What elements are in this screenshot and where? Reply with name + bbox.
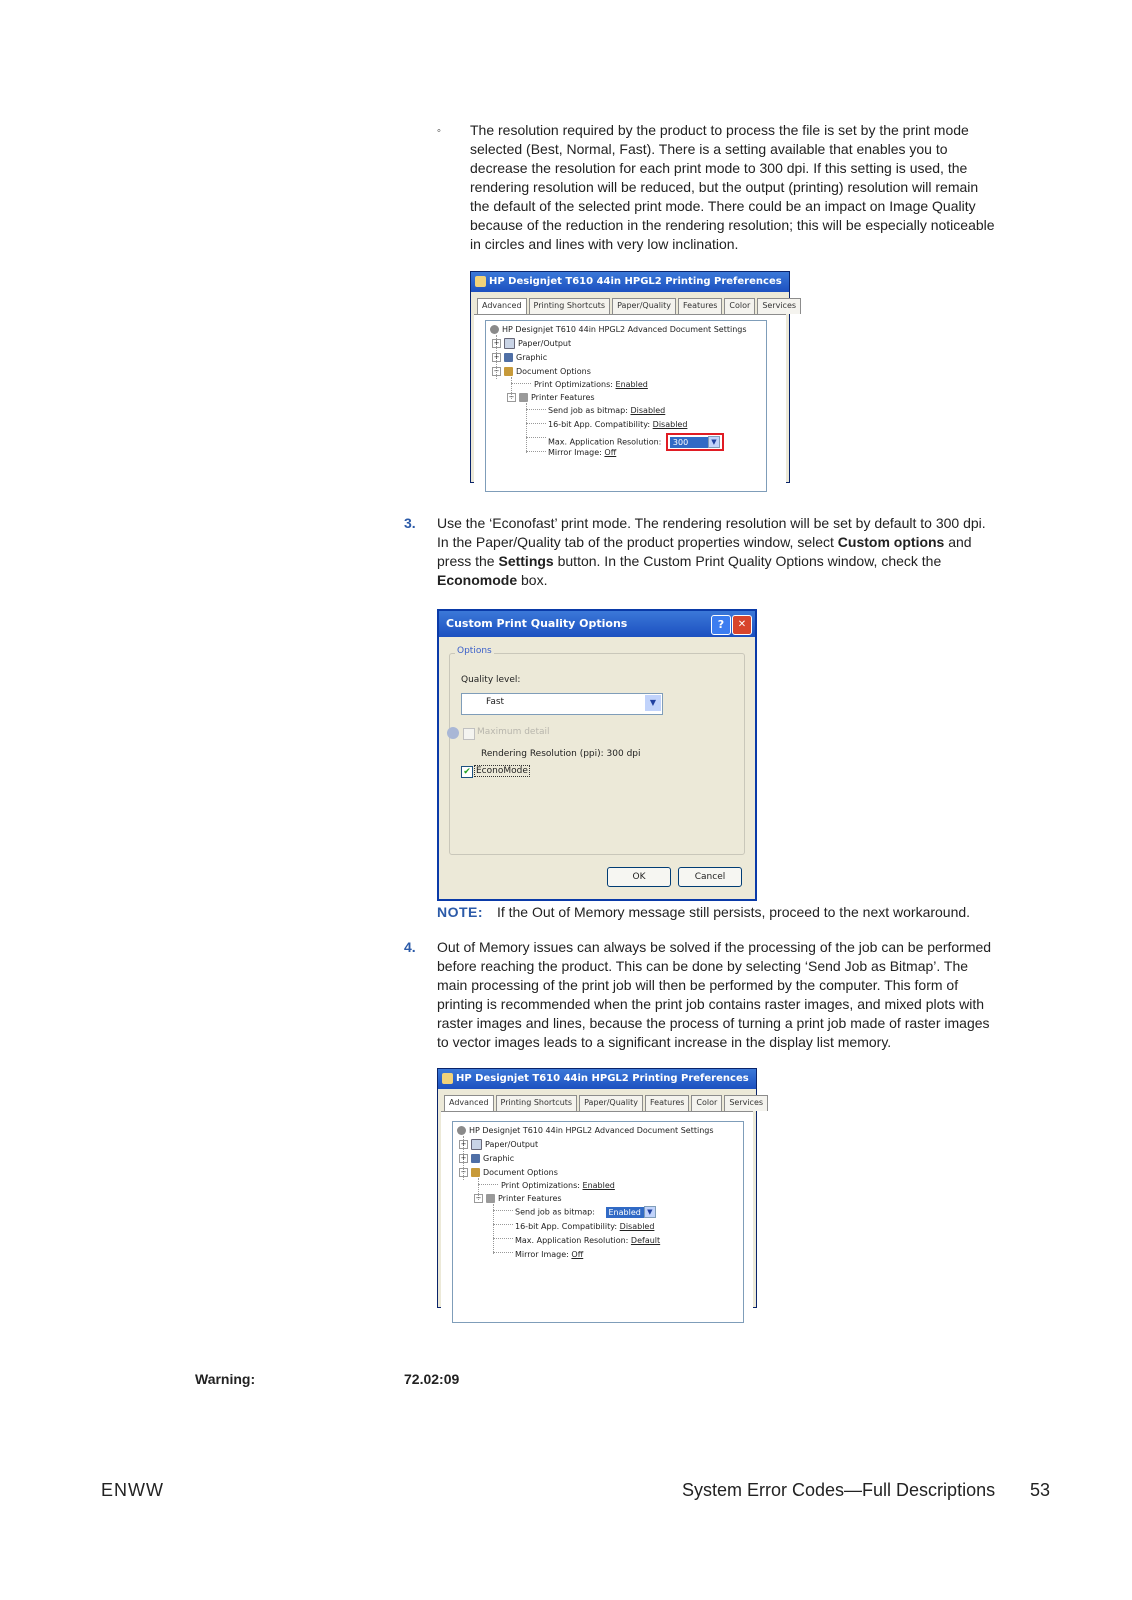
- tab-services[interactable]: Services: [757, 298, 801, 314]
- expand-icon[interactable]: +: [460, 1154, 467, 1162]
- info-arrow-icon: [447, 727, 459, 739]
- economode-checkbox[interactable]: ✔: [461, 766, 473, 778]
- bullet-line: decrease the resolution for each print mode to 300 dpi. If this setting is used, the: [470, 160, 968, 176]
- window-titlebar: [471, 272, 789, 292]
- custom-print-quality-dialog: [437, 609, 757, 901]
- tab-advanced[interactable]: Advanced: [444, 1095, 494, 1111]
- collapse-icon[interactable]: −: [508, 393, 515, 401]
- tree-item-print-optimizations[interactable]: Print Optimizations: Enabled: [501, 1181, 615, 1190]
- step-4-number: 4.: [404, 939, 416, 955]
- tab-color[interactable]: Color: [691, 1095, 722, 1111]
- printer-features-icon: [519, 393, 528, 402]
- step-3-text: [437, 514, 1037, 590]
- chevron-down-icon[interactable]: ▼: [708, 436, 720, 448]
- expand-icon[interactable]: +: [493, 353, 500, 361]
- settings-gear-icon: [490, 325, 499, 334]
- tab-bar: [444, 1095, 770, 1111]
- tab-services[interactable]: Services: [724, 1095, 768, 1111]
- step-3-number: 3.: [404, 515, 416, 531]
- tab-advanced[interactable]: Advanced: [477, 298, 527, 314]
- printing-preferences-window-2: [437, 1068, 764, 1308]
- printer-app-icon: [475, 276, 486, 287]
- page-number: 53: [1030, 1480, 1051, 1500]
- tree-item-printer-features[interactable]: − Printer Features: [475, 1194, 562, 1203]
- step-4-line: printing is recommended when the print job contains raster images, and mixed plots with: [437, 996, 985, 1012]
- tree-item-printer-features[interactable]: − Printer Features: [508, 393, 595, 402]
- window-title: HP Designjet T610 44in HPGL2 Printing Preferences: [489, 276, 782, 287]
- note: [437, 903, 1037, 922]
- step-3-line: press the Settings button. In the Custom Print Quality Options window, check the: [437, 553, 942, 569]
- step-4-line: to vector images leads to a significant increase in the display list memory.: [437, 1034, 892, 1050]
- tree-item-16bit-compat[interactable]: 16-bit App. Compatibility: Disabled: [548, 420, 688, 429]
- help-button[interactable]: ?: [711, 615, 731, 635]
- document-options-icon: [504, 367, 513, 376]
- rendering-resolution-text: Rendering Resolution (ppi): 300 dpi: [481, 749, 641, 759]
- tree-item-mirror-image[interactable]: Mirror Image: Off: [515, 1250, 584, 1259]
- tree-item-print-optimizations[interactable]: Print Optimizations: Enabled: [534, 380, 648, 389]
- footer-section-title: System Error Codes—Full Descriptions: [682, 1480, 996, 1500]
- printer-features-icon: [486, 1194, 495, 1203]
- tab-printing-shortcuts[interactable]: Printing Shortcuts: [529, 298, 611, 314]
- tree-item-paper-output[interactable]: + Paper/Output: [460, 1140, 539, 1149]
- close-icon[interactable]: ✕: [732, 615, 752, 635]
- printer-app-icon: [442, 1073, 453, 1084]
- collapse-icon[interactable]: −: [493, 367, 500, 375]
- tree-item-document-options[interactable]: − Document Options: [460, 1168, 558, 1177]
- warning-code: 72.02:09: [404, 1371, 460, 1387]
- tab-printing-shortcuts[interactable]: Printing Shortcuts: [496, 1095, 578, 1111]
- tree-root[interactable]: HP Designjet T610 44in HPGL2 Advanced Document Settings: [457, 1125, 714, 1136]
- step-4-text: [437, 938, 1037, 1052]
- step-4-line: raster images and lines, because the process of turning a print job made of raster images: [437, 1015, 990, 1031]
- tree-root[interactable]: HP Designjet T610 44in HPGL2 Advanced Document Settings: [490, 324, 747, 335]
- send-bitmap-select[interactable]: Enabled: [606, 1207, 644, 1218]
- note-label: NOTE:: [437, 904, 484, 920]
- max-resolution-select[interactable]: 300: [670, 437, 708, 448]
- collapse-icon[interactable]: −: [475, 1194, 482, 1202]
- quality-level-select[interactable]: Fast ▼: [461, 693, 663, 715]
- tree-item-document-options[interactable]: − Document Options: [493, 367, 591, 376]
- dialog-titlebar: [439, 611, 755, 637]
- chevron-down-icon[interactable]: ▼: [644, 1206, 656, 1218]
- step-4-line: Out of Memory issues can always be solved if the processing of the job can be performed: [437, 939, 992, 955]
- tree-item-send-job-bitmap[interactable]: Send job as bitmap: Enabled ▼: [515, 1206, 656, 1218]
- tree-item-max-resolution[interactable]: Max. Application Resolution: Default: [515, 1236, 661, 1245]
- expand-icon[interactable]: +: [493, 339, 500, 347]
- bullet-line: because of the reduction in the rendering resolution; this will be especially noticeable: [470, 217, 995, 233]
- expand-icon[interactable]: +: [460, 1140, 467, 1148]
- step-3-line: Economode box.: [437, 572, 548, 588]
- tree-item-16bit-compat[interactable]: 16-bit App. Compatibility: Disabled: [515, 1222, 655, 1231]
- tree-item-mirror-image[interactable]: Mirror Image: Off: [548, 448, 617, 457]
- paper-icon: [471, 1139, 482, 1150]
- document-options-icon: [471, 1168, 480, 1177]
- step-4-line: before reaching the product. This can be done by selecting ‘Send Job as Bitmap’. The: [437, 958, 969, 974]
- step-3-line: Use the ‘Econofast’ print mode. The rendering resolution will be set by default to 300 dpi.: [437, 515, 986, 531]
- tree-item-paper-output[interactable]: + Paper/Output: [493, 339, 572, 348]
- graphic-icon: [504, 353, 513, 362]
- bullet-marker: ◦: [437, 125, 441, 137]
- bullet-line: The resolution required by the product to process the file is set by the print mode: [470, 122, 969, 138]
- economode-label: EconoMode: [476, 766, 528, 776]
- step-4-line: main processing of the print job will then be performed by the computer. This form of: [437, 977, 959, 993]
- dialog-title: Custom Print Quality Options: [446, 617, 628, 630]
- tree-item-max-resolution[interactable]: Max. Application Resolution: 300 ▼: [548, 433, 724, 451]
- bullet-line: rendering resolution will be reduced, but the output (printing) resolution will remain: [470, 179, 979, 195]
- bullet-line: the default of the selected print mode. There could be an impact on Image Quality: [470, 198, 976, 214]
- printing-preferences-window-1: [470, 271, 797, 483]
- paper-icon: [504, 338, 515, 349]
- highlight-box: [666, 433, 724, 451]
- quality-level-label: Quality level:: [461, 675, 521, 685]
- bullet-line: selected (Best, Normal, Fast). There is a setting available that enables you to: [470, 141, 948, 157]
- bullet-paragraph: [470, 121, 1030, 254]
- settings-tree[interactable]: [485, 320, 767, 492]
- tab-paper-quality[interactable]: Paper/Quality: [579, 1095, 643, 1111]
- window-title: HP Designjet T610 44in HPGL2 Printing Preferences: [456, 1073, 749, 1084]
- ok-button[interactable]: OK: [607, 867, 671, 887]
- tab-features[interactable]: Features: [678, 298, 722, 314]
- chevron-down-icon[interactable]: ▼: [645, 695, 661, 711]
- settings-gear-icon: [457, 1126, 466, 1135]
- tree-item-send-job-bitmap[interactable]: Send job as bitmap: Disabled: [548, 406, 666, 415]
- window-titlebar: [438, 1069, 756, 1089]
- note-text: If the Out of Memory message still persists, proceed to the next workaround.: [496, 904, 971, 920]
- bullet-line: in circles and lines with very low inclination.: [470, 236, 739, 252]
- tab-features[interactable]: Features: [645, 1095, 689, 1111]
- cancel-button[interactable]: Cancel: [678, 867, 742, 887]
- graphic-icon: [471, 1154, 480, 1163]
- footer-left: ENWW: [101, 1480, 164, 1500]
- tab-bar: [477, 298, 803, 314]
- settings-tree[interactable]: [452, 1121, 744, 1323]
- collapse-icon[interactable]: −: [460, 1168, 467, 1176]
- maximum-detail-checkbox[interactable]: [463, 728, 475, 740]
- tab-paper-quality[interactable]: Paper/Quality: [612, 298, 676, 314]
- tab-color[interactable]: Color: [724, 298, 755, 314]
- step-3-line: In the Paper/Quality tab of the product properties window, select Custom options and: [437, 534, 972, 550]
- options-group-label: Options: [457, 646, 492, 656]
- tree-item-graphic[interactable]: + Graphic: [460, 1154, 515, 1163]
- tree-item-graphic[interactable]: + Graphic: [493, 353, 548, 362]
- warning-label: Warning:: [195, 1371, 256, 1387]
- maximum-detail-label: Maximum detail: [477, 727, 550, 737]
